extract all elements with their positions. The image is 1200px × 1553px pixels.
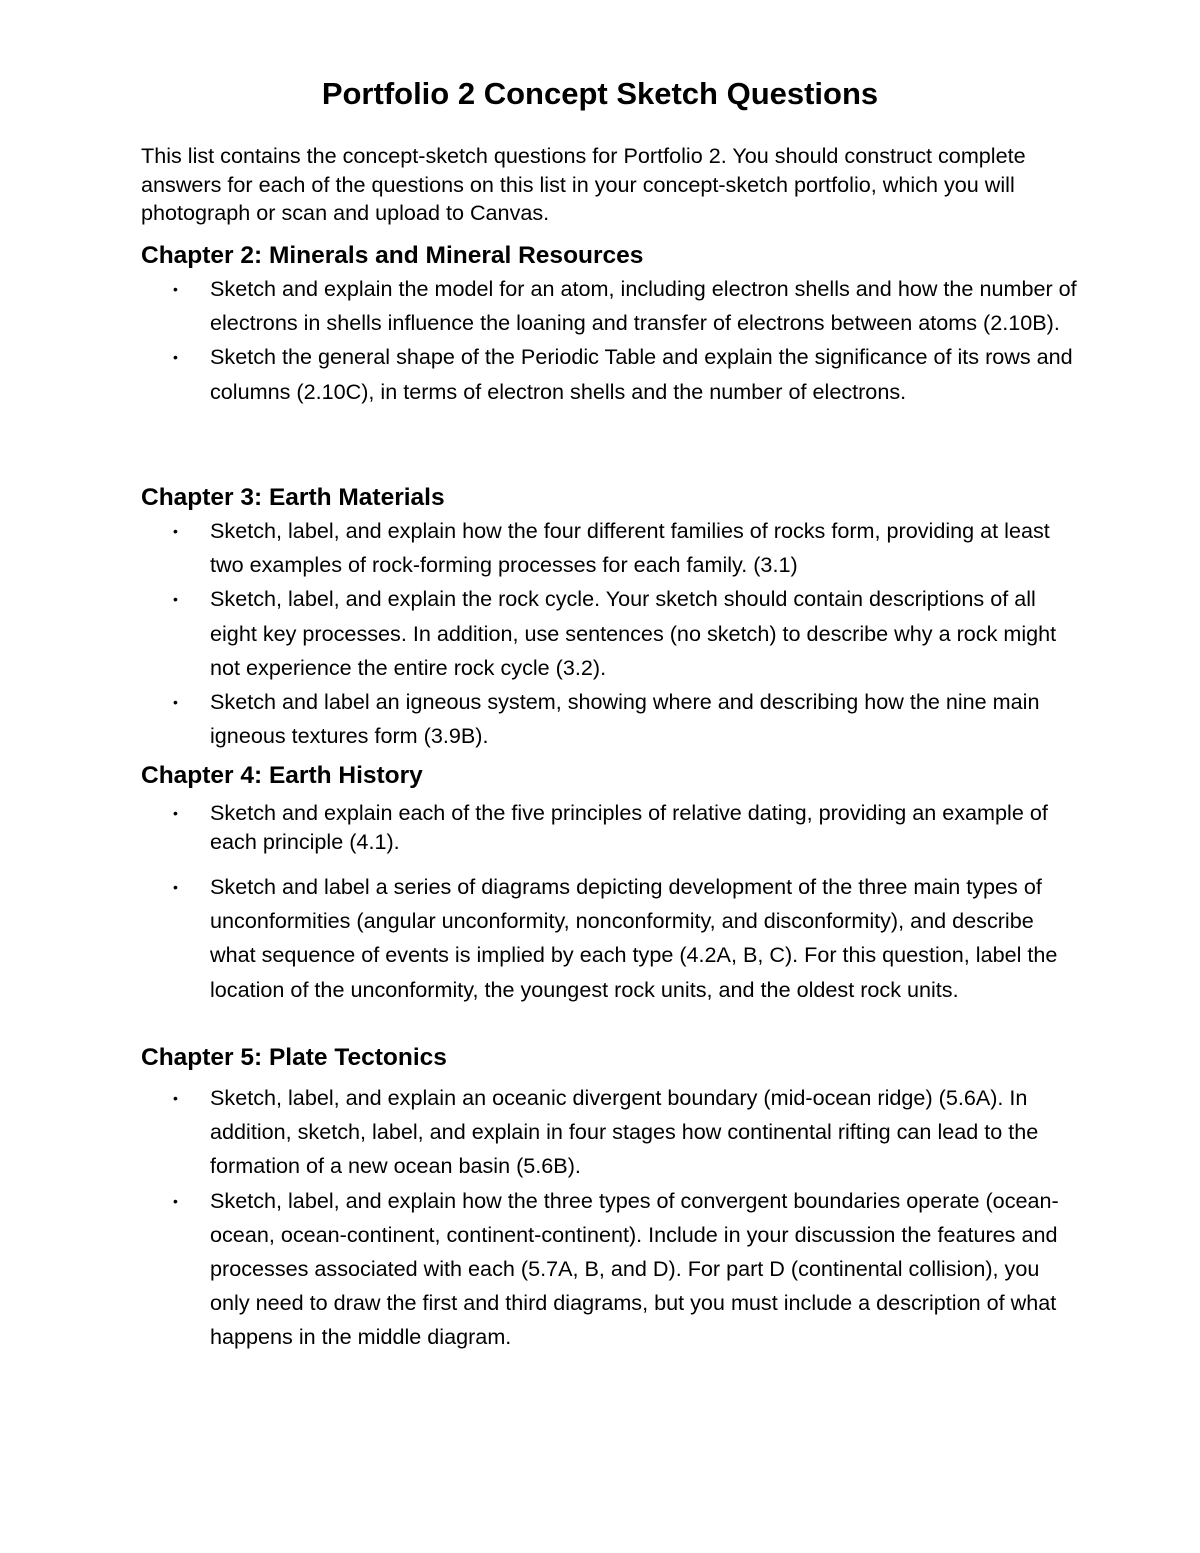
bullet-icon: • <box>173 1090 178 1106</box>
bullet-list <box>141 514 1081 753</box>
bullet-list <box>141 1081 1081 1355</box>
chapter-heading: Chapter 5: Plate Tectonics <box>141 1044 447 1071</box>
chapter-4-section <box>141 760 1081 1007</box>
list-item-text: Sketch and label an igneous system, showing where and describing how the nine main igneous textures form (3.9B). <box>210 689 1040 749</box>
list-item <box>141 514 1081 582</box>
bullet-list <box>141 272 1081 409</box>
bullet-icon: • <box>173 879 178 895</box>
list-item <box>141 799 1081 856</box>
chapter-heading: Chapter 3: Earth Materials <box>141 484 445 511</box>
chapter-5-section <box>141 1042 1081 1355</box>
list-item-text: Sketch and label a series of diagrams depicting development of the three main types of unconformities (angular unconformity, nonconformity, and disconformity), and describe what sequence of events is implied by each type (4.2A, B, C). For this question, label the location of the unconformity, the youngest rock units, and the oldest rock units. <box>210 874 1058 1002</box>
list-item-text: Sketch the general shape of the Periodic Table and explain the significance of its rows and columns (2.10C), in terms of electron shells and the number of electrons. <box>210 344 1073 404</box>
list-item <box>141 685 1081 753</box>
bullet-list <box>141 799 1081 1007</box>
list-item <box>141 582 1081 685</box>
bullet-icon: • <box>173 805 178 821</box>
list-item <box>141 870 1081 1007</box>
list-item <box>141 1184 1081 1355</box>
chapter-heading: Chapter 4: Earth History <box>141 762 423 789</box>
bullet-icon: • <box>173 281 178 297</box>
bullet-icon: • <box>173 591 178 608</box>
list-item-text: Sketch, label, and explain an oceanic divergent boundary (mid-ocean ridge) (5.6A). In addition, sketch, label, and explain in four stages how continental rifting can lead to the formation of a new ocean basin (5.6B). <box>210 1085 1039 1179</box>
list-item-text: Sketch, label, and explain how the three types of convergent boundaries operate (ocean-ocean, ocean-continent, continent-continent). Include in your discussion the features and processes associated with each (5.7A, B, and D). For part D (continental collision), you only need to draw the first and third diagrams, but you must include a description of what happens in the middle diagram. <box>210 1187 1059 1350</box>
chapter-heading: Chapter 2: Minerals and Mineral Resources <box>141 242 644 269</box>
bullet-icon: • <box>173 523 178 539</box>
list-item-text: Sketch and explain the model for an atom, including electron shells and how the number of electrons in shells influence the loaning and transfer of electrons between atoms (2.10B). <box>210 276 1077 336</box>
bullet-icon: • <box>173 1192 178 1209</box>
list-item <box>141 272 1081 340</box>
list-item <box>141 1081 1081 1184</box>
list-item-text: Sketch, label, and explain how the four different families of rocks form, providing at least two examples of rock-forming processes for each family. (3.1) <box>210 518 1050 578</box>
bullet-icon: • <box>173 694 178 711</box>
list-item-text: Sketch and explain each of the five principles of relative dating, providing an example of each principle (4.1). <box>210 800 1048 854</box>
intro-paragraph: This list contains the concept-sketch questions for Portfolio 2. You should construct complete answers for each of the questions on this list in your concept-sketch portfolio, which you will photograph or scan and upload to Canvas. <box>141 143 1026 225</box>
chapter-3-section <box>141 482 1081 753</box>
bullet-icon: • <box>173 349 178 366</box>
chapter-2-section <box>141 240 1081 409</box>
page-title: Portfolio 2 Concept Sketch Questions <box>321 76 879 111</box>
list-item <box>141 340 1081 408</box>
list-item-text: Sketch, label, and explain the rock cycle. Your sketch should contain descriptions of all eight key processes. In addition, use sentences (no sketch) to describe why a rock might not experience the entire rock cycle (3.2). <box>210 586 1057 680</box>
